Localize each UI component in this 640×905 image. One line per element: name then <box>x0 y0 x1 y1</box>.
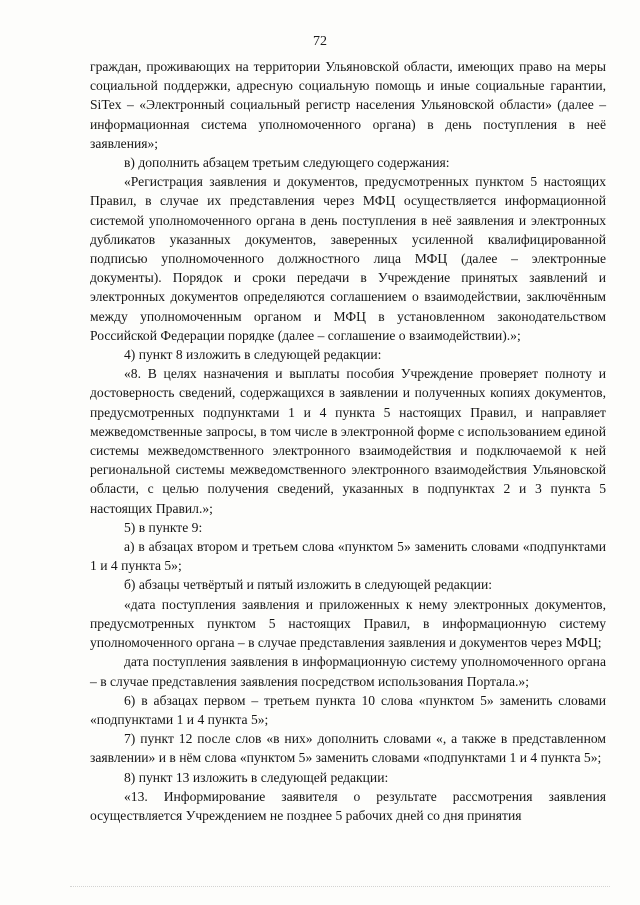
paragraph-13: 8) пункт 13 изложить в следующей редакции: <box>124 769 389 785</box>
paragraph-5: «8. В целях назначения и выплаты пособия Учреждение проверяет полноту и достоверность сведений, содержащихся в заявлении и полученных копиях документов, предусмотренных подпунктами 1 и 4 пункта 5 настоящих Правил, и направляет межведомственные запросы, в том числе в электронной форме с использованием единой системы межведомственного электронного взаимодействия и подключаемой к ней региональной системы межведомственного электронного взаимодействия Ульяновской области, с целью получения сведений, указанных в подпунктах 2 и 3 пункта 5 настоящих Правил.»; <box>90 366 606 516</box>
scan-artifact-line <box>70 886 610 889</box>
page-number: 72 <box>313 34 327 49</box>
paragraph-2: в) дополнить абзацем третьим следующего содержания: <box>124 155 450 171</box>
paragraph-8: б) абзацы четвёртый и пятый изложить в следующей редакции: <box>124 577 493 593</box>
paragraph-3: «Регистрация заявления и документов, предусмотренных пунктом 5 настоящих Правил, в случае их представления через МФЦ осуществляется информационной системой уполномоченного органа в день поступления в неё заявления и электронных дубликатов указанных документов, заверенных усиленной квалифицированной подписью уполномоченного должностного лица МФЦ (далее – электронные документы). Порядок и сроки передачи в Учреждение принятых заявлений и электронных документов определяются соглашением о взаимодействии, заключённым между уполномоченным органом и МФЦ в установленном законодательством Российской Федерации порядке (далее – соглашение о взаимодействии).»; <box>90 174 606 343</box>
document-body <box>90 57 606 825</box>
paragraph-10: дата поступления заявления в информационную систему уполномоченного органа – в случае представления заявления посредством использования Портала.»; <box>90 654 606 689</box>
paragraph-14: «13. Информирование заявителя о результате рассмотрения заявления осуществляется Учреждением не позднее 5 рабочих дней со дня принятия <box>90 788 606 823</box>
paragraph-9: «дата поступления заявления и приложенных к нему электронных документов, предусмотренных пунктом 5 настоящих Правил, в информационную систему уполномоченного органа – в случае представления заявления и документов через МФЦ; <box>90 596 606 651</box>
paragraph-12: 7) пункт 12 после слов «в них» дополнить словами «, а также в представленном заявлении» и в нём слова «пунктом 5» заменить словами «подпунктами 1 и 4 пункта 5»; <box>90 731 606 766</box>
paragraph-4: 4) пункт 8 изложить в следующей редакции: <box>124 347 382 363</box>
paragraph-6: 5) в пункте 9: <box>124 519 203 535</box>
paragraph-11: 6) в абзацах первом – третьем пункта 10 слова «пунктом 5» заменить словами «подпунктами 1 и 4 пункта 5»; <box>90 692 606 727</box>
paragraph-7: а) в абзацах втором и третьем слова «пунктом 5» заменить словами «подпунктами 1 и 4 пункта 5»; <box>90 539 606 574</box>
paragraph-1: граждан, проживающих на территории Ульяновской области, имеющих право на меры социальной поддержки, адресную социальную помощь и иные социальные гарантии, SiTex – «Электронный социальный регистр населения Ульяновской области» (далее – информационная система уполномоченного органа) в день поступления в неё заявления»; <box>90 59 606 151</box>
